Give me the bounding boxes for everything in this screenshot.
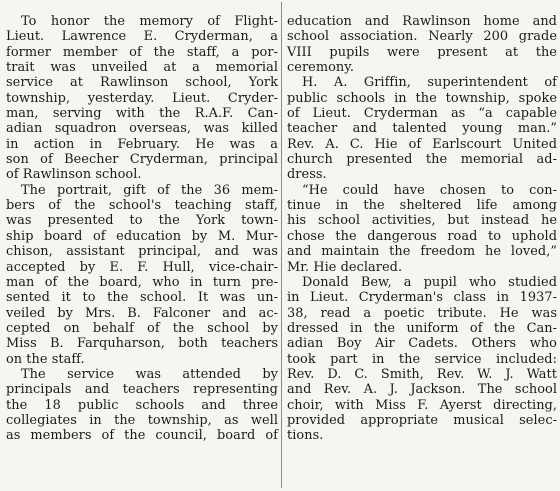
- article-text-line: took part in the service included:: [287, 351, 557, 367]
- article-text-line: principals and teachers representing: [6, 382, 278, 398]
- article-text-line: man, serving with the R.A.F. Can-: [6, 106, 278, 122]
- article-text-line: collegiates in the township, as well: [6, 412, 278, 428]
- article-text-line: as members of the council, board of: [6, 428, 278, 444]
- article-text-line: tinue in the sheltered life among: [287, 198, 557, 214]
- article-text-line: provided appropriate musical selec-: [287, 412, 557, 428]
- article-text-line: former member of the staff, a por-: [6, 44, 278, 60]
- article-text-line: his school activities, but instead he: [287, 213, 557, 229]
- article-text-line: The portrait, gift of the 36 mem-: [21, 182, 278, 198]
- article-text-line: 38, read a poetic tribute. He was: [287, 305, 557, 321]
- article-text-line: service at Rawlinson school, York: [6, 75, 278, 91]
- article-text-line: dressed in the uniform of the Can-: [287, 320, 557, 336]
- article-text-line: teacher and talented young man.”: [287, 121, 557, 137]
- article-text-line: and Rev. A. J. Jackson. The school: [287, 382, 557, 398]
- article-text-line: Lieut. Lawrence E. Cryderman, a: [6, 29, 278, 45]
- article-text-line: in Lieut. Cryderman's class in 1937-: [287, 290, 557, 306]
- article-text-line: ship board of education by M. Mur-: [6, 228, 278, 244]
- article-text-line: public schools in the township, spoke: [287, 90, 557, 106]
- article-text-line: The service was attended by: [21, 366, 278, 382]
- article-text-line: education and Rawlinson home and: [287, 14, 557, 29]
- article-text-line: Rev. A. C. Hie of Earlscourt United: [287, 136, 557, 152]
- article-text-line: sented it to the school. It was un-: [6, 290, 278, 306]
- article-text-line: was presented to the York town-: [6, 213, 278, 229]
- article-column-right: [287, 14, 557, 444]
- article-text-line: Rev. D. C. Smith, Rev. W. J. Watt: [287, 366, 557, 382]
- article-text-line: school association. Nearly 200 grade: [287, 29, 557, 45]
- article-text-line: man of the board, who in turn pre-: [6, 274, 278, 290]
- article-text-line: of Rawlinson school.: [6, 167, 142, 183]
- article-text-line: Mr. Hie declared.: [287, 259, 403, 275]
- article-text-line: tions.: [287, 428, 324, 444]
- article-text-line: township, yesterday. Lieut. Cryder-: [6, 90, 278, 106]
- article-text-line: bers of the school's teaching staff,: [6, 198, 278, 214]
- article-text-line: ceremony.: [287, 60, 355, 76]
- article-text-line: trait was unveiled at a memorial: [6, 60, 278, 76]
- article-text-line: To honor the memory of Flight-: [21, 14, 278, 29]
- article-text-line: dress.: [287, 167, 327, 183]
- article-text-line: chose the dangerous road to uphold: [287, 228, 557, 244]
- article-text-line: cepted on behalf of the school by: [6, 320, 278, 336]
- article-text-line: in action in February. He was a: [6, 136, 278, 152]
- article-text-line: on the staff.: [6, 351, 85, 367]
- article-text-line: adian Boy Air Cadets. Others who: [287, 336, 557, 352]
- article-text-line: “He could have chosen to con-: [302, 182, 557, 198]
- article-text-line: church presented the memorial ad-: [287, 152, 557, 168]
- column-divider: [281, 2, 282, 488]
- article-text-line: of Lieut. Cryderman as “a capable: [287, 106, 557, 122]
- article-text-line: adian squadron overseas, was killed: [6, 121, 278, 137]
- article-text-line: son of Beecher Cryderman, principal: [6, 152, 278, 168]
- article-text-line: choir, with Miss F. Ayerst directing,: [287, 397, 557, 413]
- article-text-line: Miss B. Farquharson, both teachers: [6, 336, 278, 352]
- article-text-line: the 18 public schools and three: [6, 397, 278, 413]
- article-column-left: [6, 14, 278, 444]
- article-text-line: accepted by E. F. Hull, vice-chair-: [6, 259, 278, 275]
- article-text-line: chison, assistant principal, and was: [6, 244, 278, 260]
- article-text-line: Donald Bew, a pupil who studied: [302, 274, 557, 290]
- article-text-line: H. A. Griffin, superintendent of: [302, 75, 557, 91]
- article-text-line: and maintain the freedom he loved,”: [287, 244, 557, 260]
- article-text-line: VIII pupils were present at the: [287, 44, 557, 60]
- article-text-line: veiled by Mrs. B. Falconer and ac-: [6, 305, 278, 321]
